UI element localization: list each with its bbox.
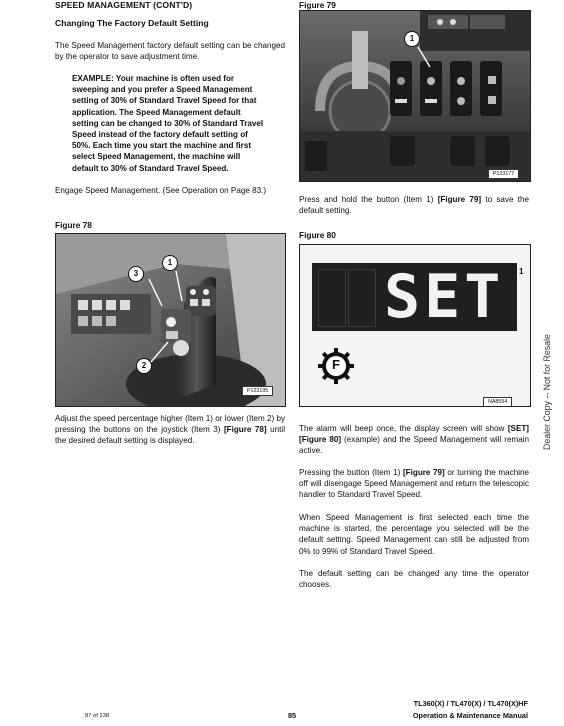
footer-manual-title: Operation & Maintenance Manual (412, 711, 528, 720)
subsection-title: Changing The Factory Default Setting (55, 18, 209, 28)
text-run: The alarm will beep once, the display screen will show (299, 424, 508, 433)
figure-80-id: NA8594 (483, 397, 512, 407)
pressing-paragraph (299, 467, 529, 501)
text-run: Press and hold the button (Item 1) (299, 195, 438, 204)
callout-1: 1 (162, 255, 178, 271)
alarm-paragraph (299, 423, 529, 457)
text-run: or turning the machine off will disengage Speed Management and return the telescopic handler to Standard Travel Speed. (299, 468, 529, 500)
example-line: setting can be changed to 30% of Standard Travel (72, 118, 264, 128)
lcd-digit-off (348, 269, 376, 327)
intro-paragraph: The Speed Management factory default setting can be changed by the operator to save adjustment time. (55, 41, 285, 62)
text-run: Pressing the button (Item 1) (299, 468, 403, 477)
callout-3: 3 (128, 266, 144, 282)
figure-78-photo (55, 233, 286, 407)
gear-icon-letter: F (332, 357, 340, 372)
figure-reference: [Figure 79] (402, 468, 445, 477)
figure-78-title: Figure 78 (55, 220, 92, 230)
text-run: to save the default setting. (299, 195, 529, 216)
lcd-display-text: SET (384, 262, 505, 332)
example-line: EXAMPLE: Your machine is often used for (72, 74, 235, 83)
text-run: (example) and the Speed Management will remain active. (299, 435, 530, 456)
adjust-paragraph (55, 413, 285, 447)
default-paragraph: The default setting can be changed any time the operator chooses. (299, 569, 529, 590)
example-line: 50%. Each time you start the machine and first (72, 141, 252, 151)
footer-model: TL360(X) / TL470(X) / TL470(X)HF (413, 699, 528, 708)
callout-2: 2 (136, 358, 152, 374)
example-line: sweeping and you prefer a Speed Management (72, 85, 253, 95)
example-line: default to 30% of Standard Travel Speed. (72, 163, 229, 173)
example-paragraph (72, 73, 285, 174)
figure-79-id: P123177 (488, 169, 519, 179)
figure-79-photo (299, 10, 531, 182)
example-line: application. The Speed Management default (72, 107, 241, 117)
page-number: 85 (288, 711, 297, 720)
figure-reference: [Figure 79] (437, 195, 482, 204)
press-paragraph (299, 194, 529, 216)
figure-78-id: P123195 (242, 386, 273, 396)
example-line: Speed instead of the factory default setting of (72, 130, 248, 140)
text-run: Adjust the speed percentage higher (Item 1) or lower (Item 2) by pressing the buttons on the joystick (Item 3) (55, 414, 285, 435)
figure-reference: [Figure 80] (299, 435, 342, 445)
figure-reference: [Figure 78] (223, 425, 267, 435)
figure-80-display (299, 244, 531, 407)
gear-icon (318, 348, 354, 384)
lcd-panel (312, 263, 517, 331)
lcd-digit-off (318, 269, 346, 327)
page-counter: 87 of 238 (85, 713, 110, 719)
display-reference: [SET] (507, 424, 529, 433)
engage-paragraph: Engage Speed Management. (See Operation on Page 83.) (55, 186, 267, 195)
example-line: select Speed Management, the machine will (72, 152, 241, 162)
figure-80-title: Figure 80 (299, 230, 336, 240)
side-watermark-text: Dealer Copy -- Not for Resale (542, 334, 552, 450)
figure-79-title: Figure 79 (299, 0, 336, 10)
text-run: until the desired default setting is displayed. (55, 425, 285, 446)
example-line: setting of 30% of Standard Travel Speed for that (72, 96, 257, 106)
callout-1: 1 (404, 31, 420, 47)
display-corner-label: 1 (519, 267, 524, 276)
section-title: SPEED MANAGEMENT (CONT'D) (55, 0, 193, 10)
when-paragraph: When Speed Management is first selected each time the machine is started, the percentage you selected will be the default setting. Speed Management can still be adjusted from 0% to 99% of Standard Travel Speed. (299, 513, 529, 556)
